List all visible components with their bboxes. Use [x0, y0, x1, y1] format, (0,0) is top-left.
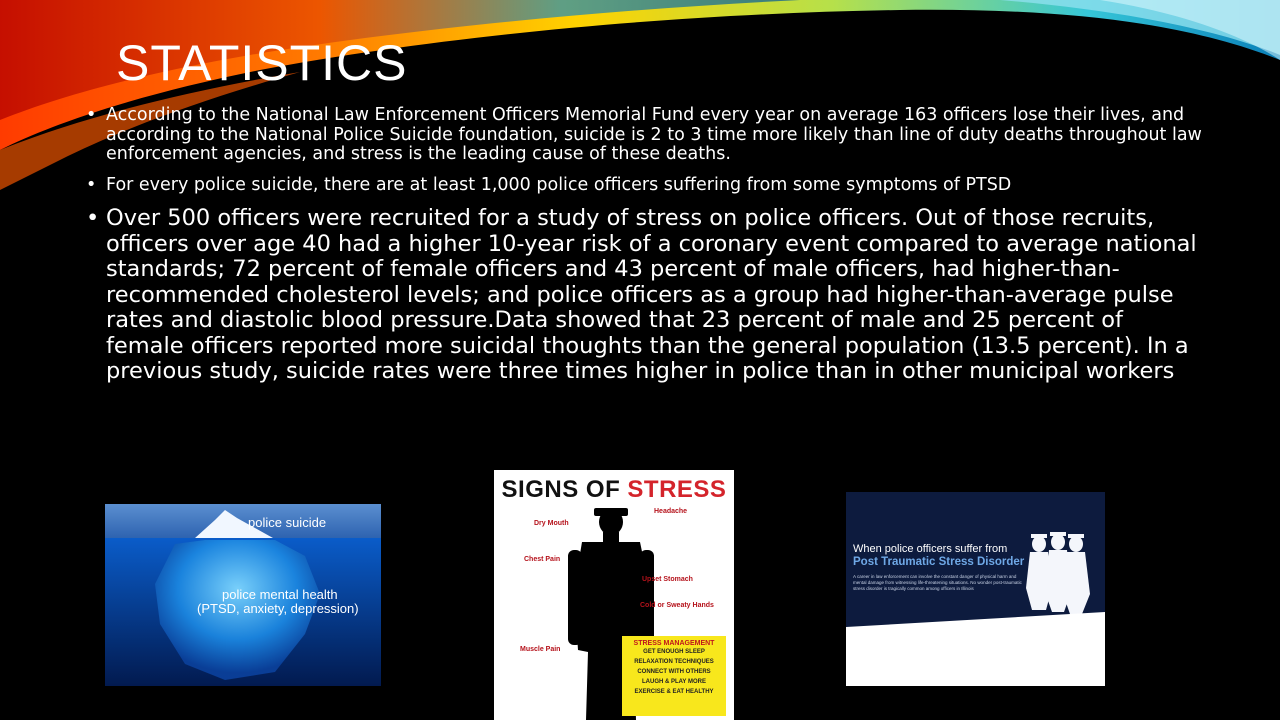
- stress-label: Dry Mouth: [534, 520, 569, 527]
- ptsd-heading: When police officers suffer from: [853, 543, 1008, 555]
- stress-management-item: CONNECT WITH OTHERS: [637, 669, 711, 675]
- bullet-list: [86, 106, 1206, 385]
- ptsd-body-text: A career in law enforcement can involve the constant danger of physical harm and mental damage from witnessing life-threatening situations. No wonder post-traumatic stress disorder is tragically common among officers in Illinois: [853, 574, 1022, 591]
- stress-label: Upset Stomach: [642, 576, 693, 583]
- bullet-item: • Over 500 officers were recruited for a study of stress on police officers. Out of those recruits, officers over age 40 had a higher 10-year risk of a coronary event compared to average national standards; 72 percent of female officers and 43 percent of male officers, had higher-than-recommended cholesterol levels; and police officers as a group had higher-than-average pulse rates and diastolic blood pressure.Data showed that 23 percent of male and 25 percent of female officers reported more suicidal thoughts than the general population (13.5 percent). In a previous study, suicide rates were three times higher in police than in other municipal workers: [86, 206, 1206, 385]
- stress-management-item: RELAXATION TECHNIQUES: [634, 659, 714, 665]
- iceberg-top-label: police suicide: [248, 515, 327, 530]
- stress-management-box: [622, 636, 726, 716]
- stress-label: Cold or Sweaty Hands: [640, 602, 714, 609]
- iceberg-image: [105, 504, 381, 686]
- signs-of-stress-title: SIGNS OF STRESS: [501, 476, 727, 503]
- iceberg-bottom-label: police mental health: [222, 587, 338, 602]
- stress-management-item: GET ENOUGH SLEEP: [643, 649, 705, 655]
- stress-management-item: LAUGH & PLAY MORE: [641, 679, 706, 685]
- stress-label: Muscle Pain: [520, 646, 561, 653]
- stress-management-item: EXERCISE & EAT HEALTHY: [634, 689, 714, 695]
- ptsd-heading-highlight: Post Traumatic Stress Disorder: [853, 556, 1025, 568]
- officers-silhouette: [846, 492, 1105, 686]
- stress-management-title: STRESS MANAGEMENT: [633, 640, 715, 647]
- slide-title: STATISTICS: [116, 35, 408, 91]
- ptsd-image: [846, 492, 1105, 686]
- stress-label: Chest Pain: [524, 556, 561, 563]
- bullet-item: • For every police suicide, there are at least 1,000 police officers suffering from some symptoms of PTSD: [86, 176, 1206, 196]
- iceberg-bottom-label-detail: (PTSD, anxiety, depression): [197, 601, 359, 616]
- signs-of-stress-image: [494, 470, 734, 720]
- stress-label: Headache: [654, 508, 688, 515]
- bullet-item: • According to the National Law Enforcement Officers Memorial Fund every year on average 163 officers lose their lives, and according to the National Police Suicide foundation, suicide is 2 to 3 time more likely than line of duty deaths throughout law enforcement agencies, and stress is the leading cause of these deaths.: [86, 106, 1206, 165]
